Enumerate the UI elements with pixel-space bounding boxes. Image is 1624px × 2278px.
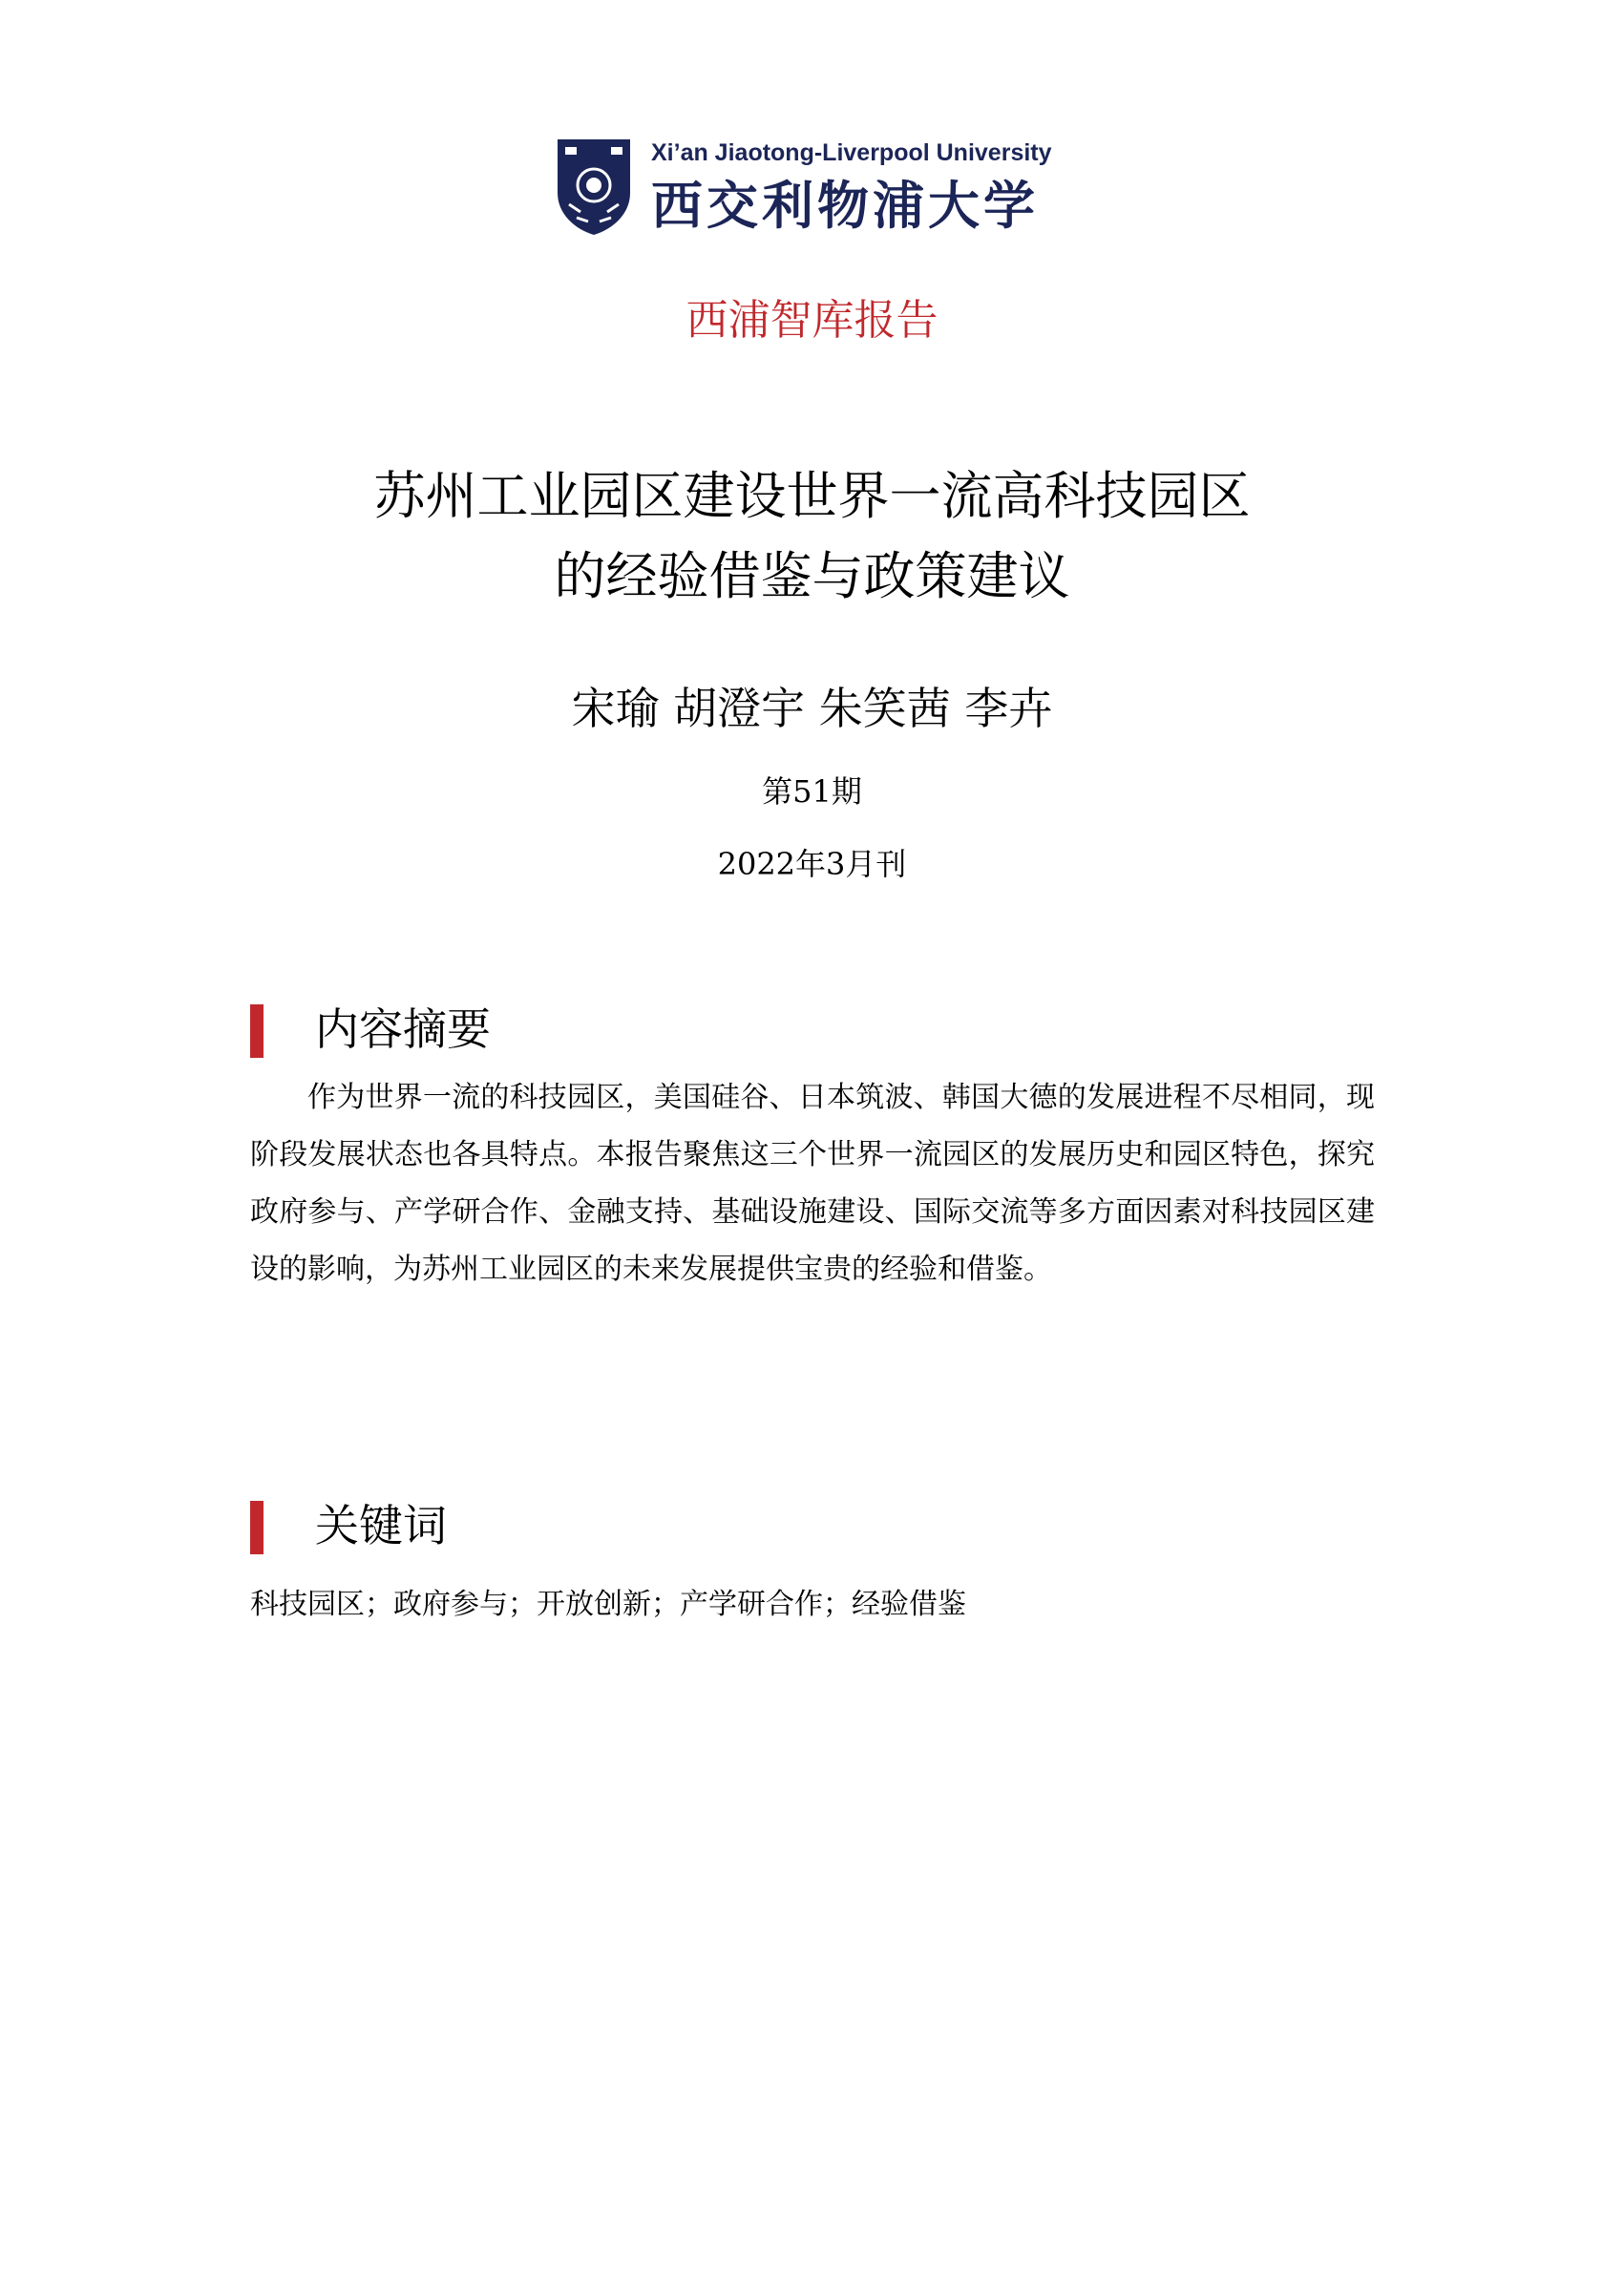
issue-date: 2022年3月刊 <box>717 846 907 882</box>
report-title-line-1: 苏州工业园区建设世界一流高科技园区 <box>373 466 1251 526</box>
report-authors: 宋瑜 胡澄宇 朱笑茜 李卉 <box>571 683 1053 734</box>
keywords-list: 科技园区；政府参与；开放创新；产学研合作；经验借鉴 <box>250 1588 966 1621</box>
issue-number: 第51期 <box>762 773 862 810</box>
abstract-section-marker <box>250 1004 264 1058</box>
university-logo <box>556 137 1090 243</box>
keywords-heading: 关键词 <box>315 1500 447 1551</box>
report-series-label: 西浦智库报告 <box>685 296 939 345</box>
report-title <box>0 456 1624 617</box>
keywords-section-marker <box>250 1501 264 1554</box>
university-name-en: Xi’an Jiaotong-Liverpool University <box>651 139 1052 166</box>
university-shield-icon <box>556 137 632 237</box>
report-title-line-2: 的经验借鉴与政策建议 <box>554 546 1070 606</box>
abstract-heading: 内容摘要 <box>315 1003 491 1055</box>
university-name-cn: 西交利物浦大学 <box>651 175 1039 236</box>
abstract-body: 作为世界一流的科技园区，美国硅谷、日本筑波、韩国大德的发展进程不尽相同，现阶段发展状态也各具特点。本报告聚焦这三个世界一流园区的发展历史和园区特色，探究政府参与、产学研合作、金融支持、基础设施建设、国际交流等多方面因素对科技园区建设的影响，为苏州工业园区的未来发展提供宝贵的经验和借鉴。 <box>250 1081 1375 1286</box>
